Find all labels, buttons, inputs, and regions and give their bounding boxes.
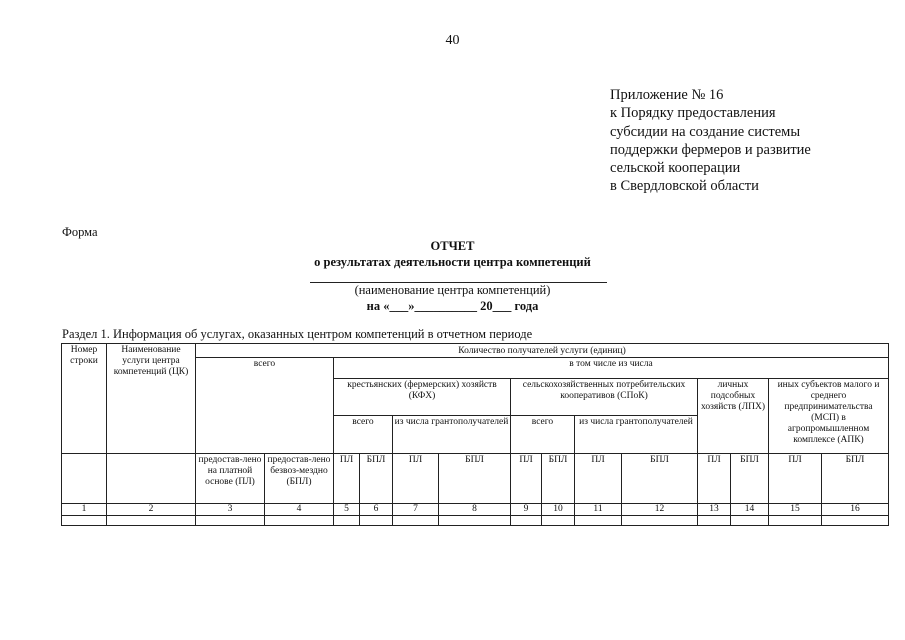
table-cell: [334, 516, 360, 526]
table-cell: [622, 516, 698, 526]
header-bpl: БПЛ: [822, 454, 889, 504]
header-service-name: Наименование услуги центра компетенций (ЦК): [107, 344, 196, 454]
header-bpl: БПЛ: [542, 454, 575, 504]
table-cell: [542, 516, 575, 526]
header-row-number: Номер строки: [62, 344, 107, 454]
column-number: 14: [731, 504, 769, 516]
table-cell: [107, 516, 196, 526]
page-number: 40: [445, 33, 460, 48]
table-cell: [196, 516, 265, 526]
table-cell: [360, 516, 393, 526]
column-number: 6: [360, 504, 393, 516]
column-number: 10: [542, 504, 575, 516]
column-number: 8: [439, 504, 511, 516]
header-service-name-cont: [107, 454, 196, 504]
column-number: 3: [196, 504, 265, 516]
report-subtitle: о результатах деятельности центра компетенций: [314, 255, 591, 269]
header-bpl: БПЛ: [731, 454, 769, 504]
appendix-line: Приложение № 16: [610, 87, 724, 103]
report-title: ОТЧЕТ: [430, 239, 475, 253]
column-number: 2: [107, 504, 196, 516]
column-number: 15: [769, 504, 822, 516]
header-free: предостав-лено безвоз-мездно (БПЛ): [265, 454, 334, 504]
column-number-row: [62, 504, 889, 516]
header-bpl: БПЛ: [360, 454, 393, 504]
header-spok-total: всего: [511, 416, 575, 454]
column-number: 1: [62, 504, 107, 516]
table-cell: [511, 516, 542, 526]
header-bpl: БПЛ: [622, 454, 698, 504]
column-number: 11: [575, 504, 622, 516]
header-kfh: крестьянских (фермерских) хозяйств (КФХ): [334, 379, 511, 416]
header-kfh-total: всего: [334, 416, 393, 454]
appendix-caption: [610, 86, 811, 196]
header-total: всего: [196, 358, 334, 454]
column-number: 9: [511, 504, 542, 516]
table-cell: [439, 516, 511, 526]
header-msp: иных субъектов малого и среднего предпринимательства (МСП) в агропромышленном комплексе (АПК): [769, 379, 889, 454]
appendix-line: субсидии на создание системы: [610, 123, 801, 140]
appendix-line: в Свердловской области: [610, 178, 759, 195]
header-pl: ПЛ: [698, 454, 731, 504]
table-row: [62, 516, 889, 526]
table-cell: [265, 516, 334, 526]
header-pl: ПЛ: [393, 454, 439, 504]
table-cell: [769, 516, 822, 526]
table-cell: [698, 516, 731, 526]
table-cell: [62, 516, 107, 526]
header-pl: ПЛ: [769, 454, 822, 504]
header-paid: предостав-лено на платной основе (ПЛ): [196, 454, 265, 504]
header-pl: ПЛ: [575, 454, 622, 504]
table-cell: [393, 516, 439, 526]
appendix-line: к Порядку предоставления: [610, 105, 776, 122]
table-cell: [575, 516, 622, 526]
header-including: в том числе из числа: [334, 358, 889, 379]
header-recipients: Количество получателей услуги (единиц): [196, 344, 889, 358]
column-number: 16: [822, 504, 889, 516]
report-table: [61, 343, 889, 526]
header-spok-grant: из числа грантополучателей: [575, 416, 698, 454]
column-number: 13: [698, 504, 731, 516]
table-cell: [731, 516, 769, 526]
section-title: Раздел 1. Информация об услугах, оказанных центром компетенций в отчетном периоде: [62, 327, 533, 341]
header-bpl: БПЛ: [439, 454, 511, 504]
column-number: 5: [334, 504, 360, 516]
header-pl: ПЛ: [334, 454, 360, 504]
report-date-line: на «___»__________ 20___ года: [366, 299, 539, 313]
appendix-line: сельской кооперации: [610, 160, 741, 177]
column-number: 12: [622, 504, 698, 516]
form-label: Форма: [62, 225, 98, 239]
center-name-caption: (наименование центра компетенций): [354, 283, 551, 297]
column-number: 7: [393, 504, 439, 516]
header-row-number-cont: [62, 454, 107, 504]
appendix-line: поддержки фермеров и развитие: [610, 141, 811, 158]
header-kfh-grant: из числа грантополучателей: [393, 416, 511, 454]
table-cell: [822, 516, 889, 526]
header-spok: сельскохозяйственных потребительских кооперативов (СПоК): [511, 379, 698, 416]
column-number: 4: [265, 504, 334, 516]
header-lph: личных подсобных хозяйств (ЛПХ): [698, 379, 769, 454]
header-pl: ПЛ: [511, 454, 542, 504]
